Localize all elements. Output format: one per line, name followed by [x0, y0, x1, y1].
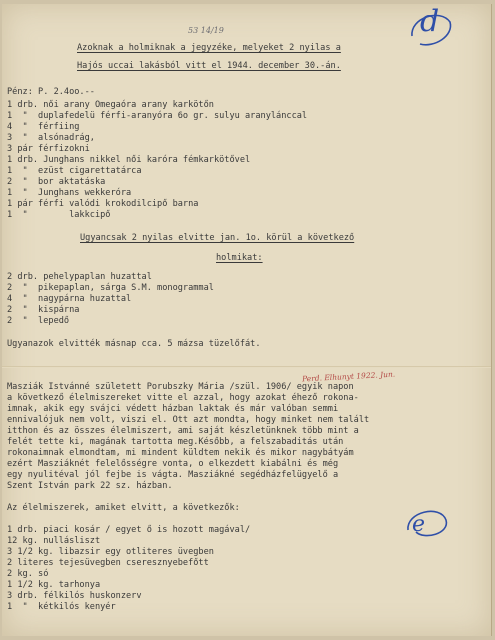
subheading-holmikat: holmikat:: [216, 253, 263, 263]
list-item: 2 " bor aktatáska: [7, 177, 106, 187]
list-item: 2 " kispárna: [7, 305, 80, 315]
heading-line-2: Hajós uccai lakásból vitt el 1944. december 30.-án.: [77, 61, 341, 71]
paragraph-line: imnak, akik egy svájci védett házban laktak és már valóban semmi: [7, 404, 339, 414]
handwritten-e-mark: e: [412, 512, 426, 537]
handwritten-d-mark: d: [420, 4, 440, 39]
list-item: 12 kg. nullásliszt: [7, 536, 101, 546]
list-item: 1 drb. piaci kosár / egyet ő is hozott magával/: [7, 525, 251, 535]
money-line: Pénz: P. 2.4oo.--: [7, 87, 95, 97]
list-item: 1 drb. Junghans nikkel női karóra fémkarkötővel: [7, 155, 251, 165]
list-item: 3 pár férfizokni: [7, 144, 90, 154]
paragraph-line: Szent István park 22 sz. házban.: [7, 481, 173, 491]
page-fold: [2, 366, 491, 368]
list-item: 1 1/2 kg. tarhonya: [7, 580, 101, 590]
list-item: 1 " ezüst cigarettatárca: [7, 166, 142, 176]
list-item: 4 " férfiing: [7, 122, 80, 132]
pencil-note: 53 14/19: [188, 26, 224, 35]
list-item: 1 " duplafedelü férfi-aranyóra 6o gr. sulyu aranylánccal: [7, 111, 308, 121]
list-item: 3 " alsónadrág,: [7, 133, 95, 143]
list-item: 2 " lepedő: [7, 316, 70, 326]
list-item: 3 1/2 kg. libazsir egy otliteres üvegben: [7, 547, 214, 557]
paragraph-line: rokonaimnak elmondtam, mi mindent küldtem nekik és mikor nagybátyám: [7, 448, 354, 458]
paragraph-line: a következő élelmiszereket vitte el azzal, hogy azokat éhező rokona-: [7, 393, 359, 403]
list-item: 2 drb. pehelypaplan huzattal: [7, 272, 152, 282]
list-item: 1 pár férfi valódi krokodilcipő barna: [7, 199, 199, 209]
list-item: 1 drb. női arany Omegaóra arany karkötőn: [7, 100, 214, 110]
circle-scribble-icon: [406, 6, 454, 50]
list-item: 1 " lakkcipő: [7, 210, 111, 220]
paragraph-line: ezért Masziáknét felelősségre vonta, o elkezdett kiabálni és még: [7, 459, 339, 469]
heading-line-1: Azoknak a holmiknak a jegyzéke, melyeket 2 nyilas a: [77, 43, 341, 53]
list-item: 1 " Junghans wekkeróra: [7, 188, 132, 198]
swirl-scribble-icon: [400, 496, 454, 544]
list-item: 1 " kétkilós kenyér: [7, 602, 116, 612]
list-item: 4 " nagypárna huzattal: [7, 294, 132, 304]
document-page: [2, 4, 492, 636]
list-item: 2 " pikepaplan, sárga S.M. monogrammal: [7, 283, 214, 293]
paragraph-line: itthon és az összes élelmiszert, ami saját készletünknek több mint a: [7, 426, 359, 436]
red-margin-note: Perd. Elhunyt 1922. Jun.: [301, 369, 396, 384]
paragraph-line: egy nyulitéval jól fejbe is vágta. Masziákné segédházfelügyelő a: [7, 470, 339, 480]
paragraph-line: Masziák Istvánné született Porubszky Mária /szül. 1906/ egyik napon: [7, 382, 354, 392]
subheading-line: Ugyancsak 2 nyilas elvitte jan. 1o. körül a következő: [80, 233, 355, 243]
list-item: 2 kg. só: [7, 569, 49, 579]
paragraph-line: felét tette ki, magának tartotta meg.Később, a felszabaditás után: [7, 437, 344, 447]
food-list-intro: Az élelmiszerek, amiket elvitt, a következők:: [7, 503, 240, 513]
paragraph-line: ennivalójuk nem volt, viszi el. Ott azt mondta, hogy minket nem talált: [7, 415, 370, 425]
list-item: 3 drb. félkilós huskonzerv: [7, 591, 142, 601]
list-item: 2 literes tejesüvegben cseresznyebefőtt: [7, 558, 209, 568]
firewood-line: Ugyanazok elvitték másnap cca. 5 mázsa tüzelőfát.: [7, 339, 261, 349]
